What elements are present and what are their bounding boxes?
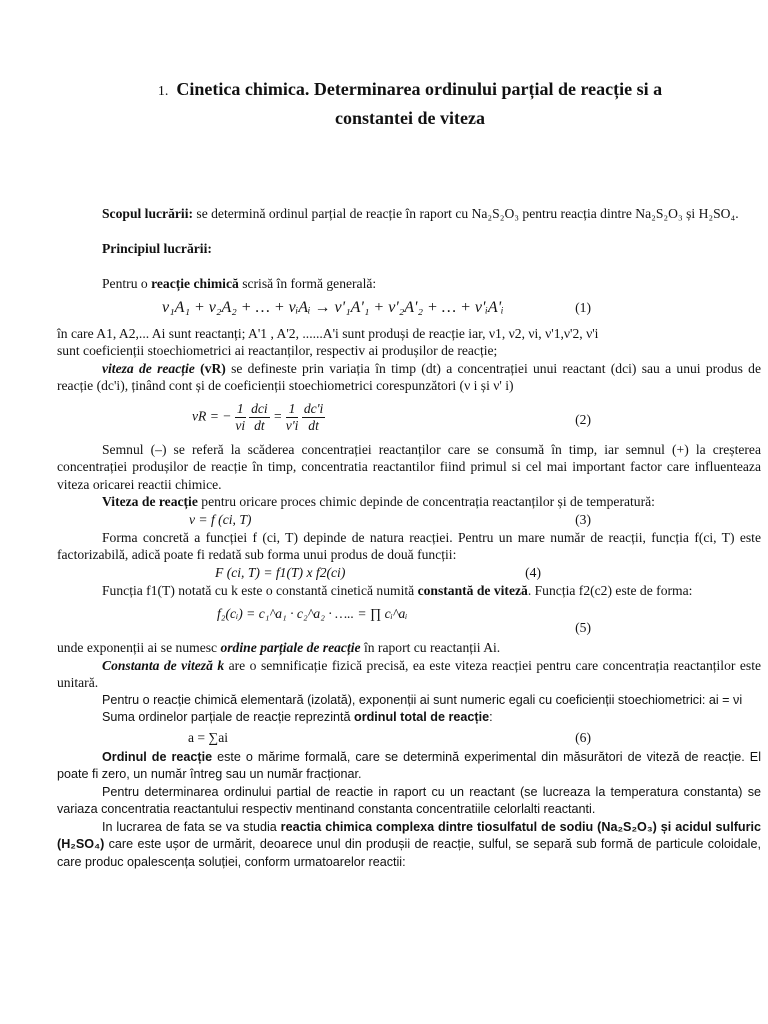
equation-6-number: (6) (575, 729, 591, 745)
elementary-paragraph: Pentru o reacție chimică elementară (izolată), exponenții ai sunt numeric egali cu coeficienții stoechiometrici: ai = νi (102, 692, 743, 707)
rate-dependence-paragraph: Viteza de reacție pentru oricare proces chimic depinde de concentrația reactanților și de temperatură: (102, 494, 655, 509)
scope-label: Scopul lucrării: (102, 206, 194, 221)
form-paragraph: Forma concretă a funcției f (ci, T) depinde de natura reacției. Pentru un mare număr de reacții, funcția f(ci, T) este factorizabilă, adică poate fi redată sub forma unui produs de două funcții: (57, 529, 761, 562)
rate-definition-bold: viteza de reacție (102, 360, 195, 376)
equation-5-number: (5) (575, 620, 591, 635)
title-line-2: constantei de viteza (335, 108, 485, 128)
reactants-line: în care A1, A2,... Ai sunt reactanți; A'1 , A'2, ......A'i sunt produși de reacție iar, ν1, ν2, νi, ν'1,ν'2, ν'i (57, 325, 599, 341)
section-number: 1. (157, 84, 169, 99)
equation-3-expr: v = f (ci, T) (189, 511, 252, 527)
sum-paragraph: Suma ordinelor parțiale de reacție reprezintă ordinul total de reacție: (102, 710, 493, 724)
equation-4-number: (4) (525, 564, 541, 580)
scope-text: se determină ordinul parțial de reacție în raport cu Na₂S₂O₃ pentru reacția dintre Na₂S₂O₃ și H₂SO₄. (193, 206, 739, 221)
exponents-paragraph: unde exponenții ai se numesc ordine parțiale de reacție în raport cu reactanții Ai. (57, 640, 501, 655)
equation-2 (57, 395, 761, 441)
f1-bold: constantă de viteză (417, 582, 528, 598)
equation-3-number: (3) (575, 511, 591, 527)
equation-3 (57, 511, 761, 529)
rate-symbol: (vR) (194, 360, 226, 376)
equation-5 (57, 599, 761, 639)
equation-6-expr: a = ∑ai (188, 729, 228, 745)
equation-1 (57, 293, 761, 325)
rate-definition-paragraph (57, 360, 761, 395)
order-paragraph: Ordinul de reacție este o mărime formală, care se determină experimental din măsurători de viteză de reacție. El poate fi zero, un număr întreg sau un număr fracționar. (57, 749, 762, 781)
rate-dependence-bold: Viteza de reacție (102, 494, 198, 509)
equation-2-number: (2) (575, 411, 591, 427)
principle-heading: Principiul lucrării: (102, 240, 212, 256)
rate-constant-bold: Constanta de viteză k (102, 657, 225, 673)
document-body (57, 205, 761, 871)
page-title (100, 76, 720, 132)
scope-paragraph (57, 205, 761, 223)
equation-1-number: (1) (575, 299, 591, 315)
equation-5-expr: f₂(cᵢ) = c₁^a₁ · c₂^a₂ · ….. = ∏ cᵢ^aᵢ (217, 606, 408, 621)
f1-paragraph: Funcția f1(T) notată cu k este o constantă cinetică numită constantă de viteză. Funcția f2(c2) este de forma: (102, 582, 693, 598)
title-line-1: Cinetica chimica. Determinarea ordinului parțial de reacție si a (176, 79, 663, 99)
intro-bold: reacție chimică (151, 276, 239, 291)
study-bold: reactia chimica complexa dintre tiosulfatul de sodiu (Na₂S₂O₃) și acidul sulfuric (H₂SO₄) (57, 819, 761, 851)
method-paragraph: Pentru determinarea ordinului partial de reactie in raport cu un reactant (se lucreaza la temperatura constanta) se variaza concentratia reactantului respectiv mentinand constanta concentratiile celorlalti reactanti. (57, 784, 761, 816)
equation-2-expr: vR = − $\frac{1}{\nu i}$ $\frac{\text{dci}}{dt}$ = $\frac{1}{\nu'i}$ $\frac{dc'i}{dt}$ (192, 400, 324, 433)
coefficients-line: sunt coeficienții stoechiometrici ai reactanților, respectiv ai produșilor de reacție; (57, 343, 498, 358)
sum-bold: ordinul total de reacție (354, 710, 490, 724)
equation-4 (57, 564, 761, 582)
rate-constant-paragraph: Constanta de viteză k are o semnificație fizică precisă, ea este viteza reacției pentru care concentrația reactanților este unitară. (57, 657, 762, 690)
equation-6 (57, 727, 761, 749)
intro-paragraph: Pentru o reacție chimică scrisă în formă generală: (102, 276, 377, 291)
equation-4-expr: F (ci, T) = f1(T) x f2(ci) (215, 564, 346, 580)
study-paragraph: In lucrarea de fata se va studia reactia chimica complexa dintre tiosulfatul de sodiu (Na₂S₂O₃) și acidul sulfuric (H₂SO₄) care este ușor de urmărit, deoarece unul din produșii de reacție, sulful, se separă sub formă de particule coloidale, care produc opalescența soluției, conform urmatoarelor reactii: (57, 819, 761, 869)
rate-definition-text: se defineste prin variația în timp (dt) a concentrației unui reactant (dci) sau a unui produs de reacție (dc'i), ținând cont și de coeficienții stoechiometrici corespunzători (ν i și ν' i) (57, 360, 761, 393)
equation-1-expr: ν₁A₁ + ν₂A₂ + … + νᵢAᵢ → ν'₁A'₁ + ν'₂A'₂ + … + ν'ᵢA'ᵢ (162, 298, 504, 316)
sign-paragraph: Semnul (–) se referă la scăderea concentrației reactanților care se consumă în timp, iar semnul (+) la creșterea concentrației produșilor de reacție în timp, concentratia reactantilor fiind primul si cel mai important factor care influenteaza viteza oricarei reactii chimice. (57, 441, 761, 492)
order-bold: Ordinul de reacție (102, 749, 213, 764)
exponents-bold: ordine parțiale de reacție (220, 640, 361, 655)
